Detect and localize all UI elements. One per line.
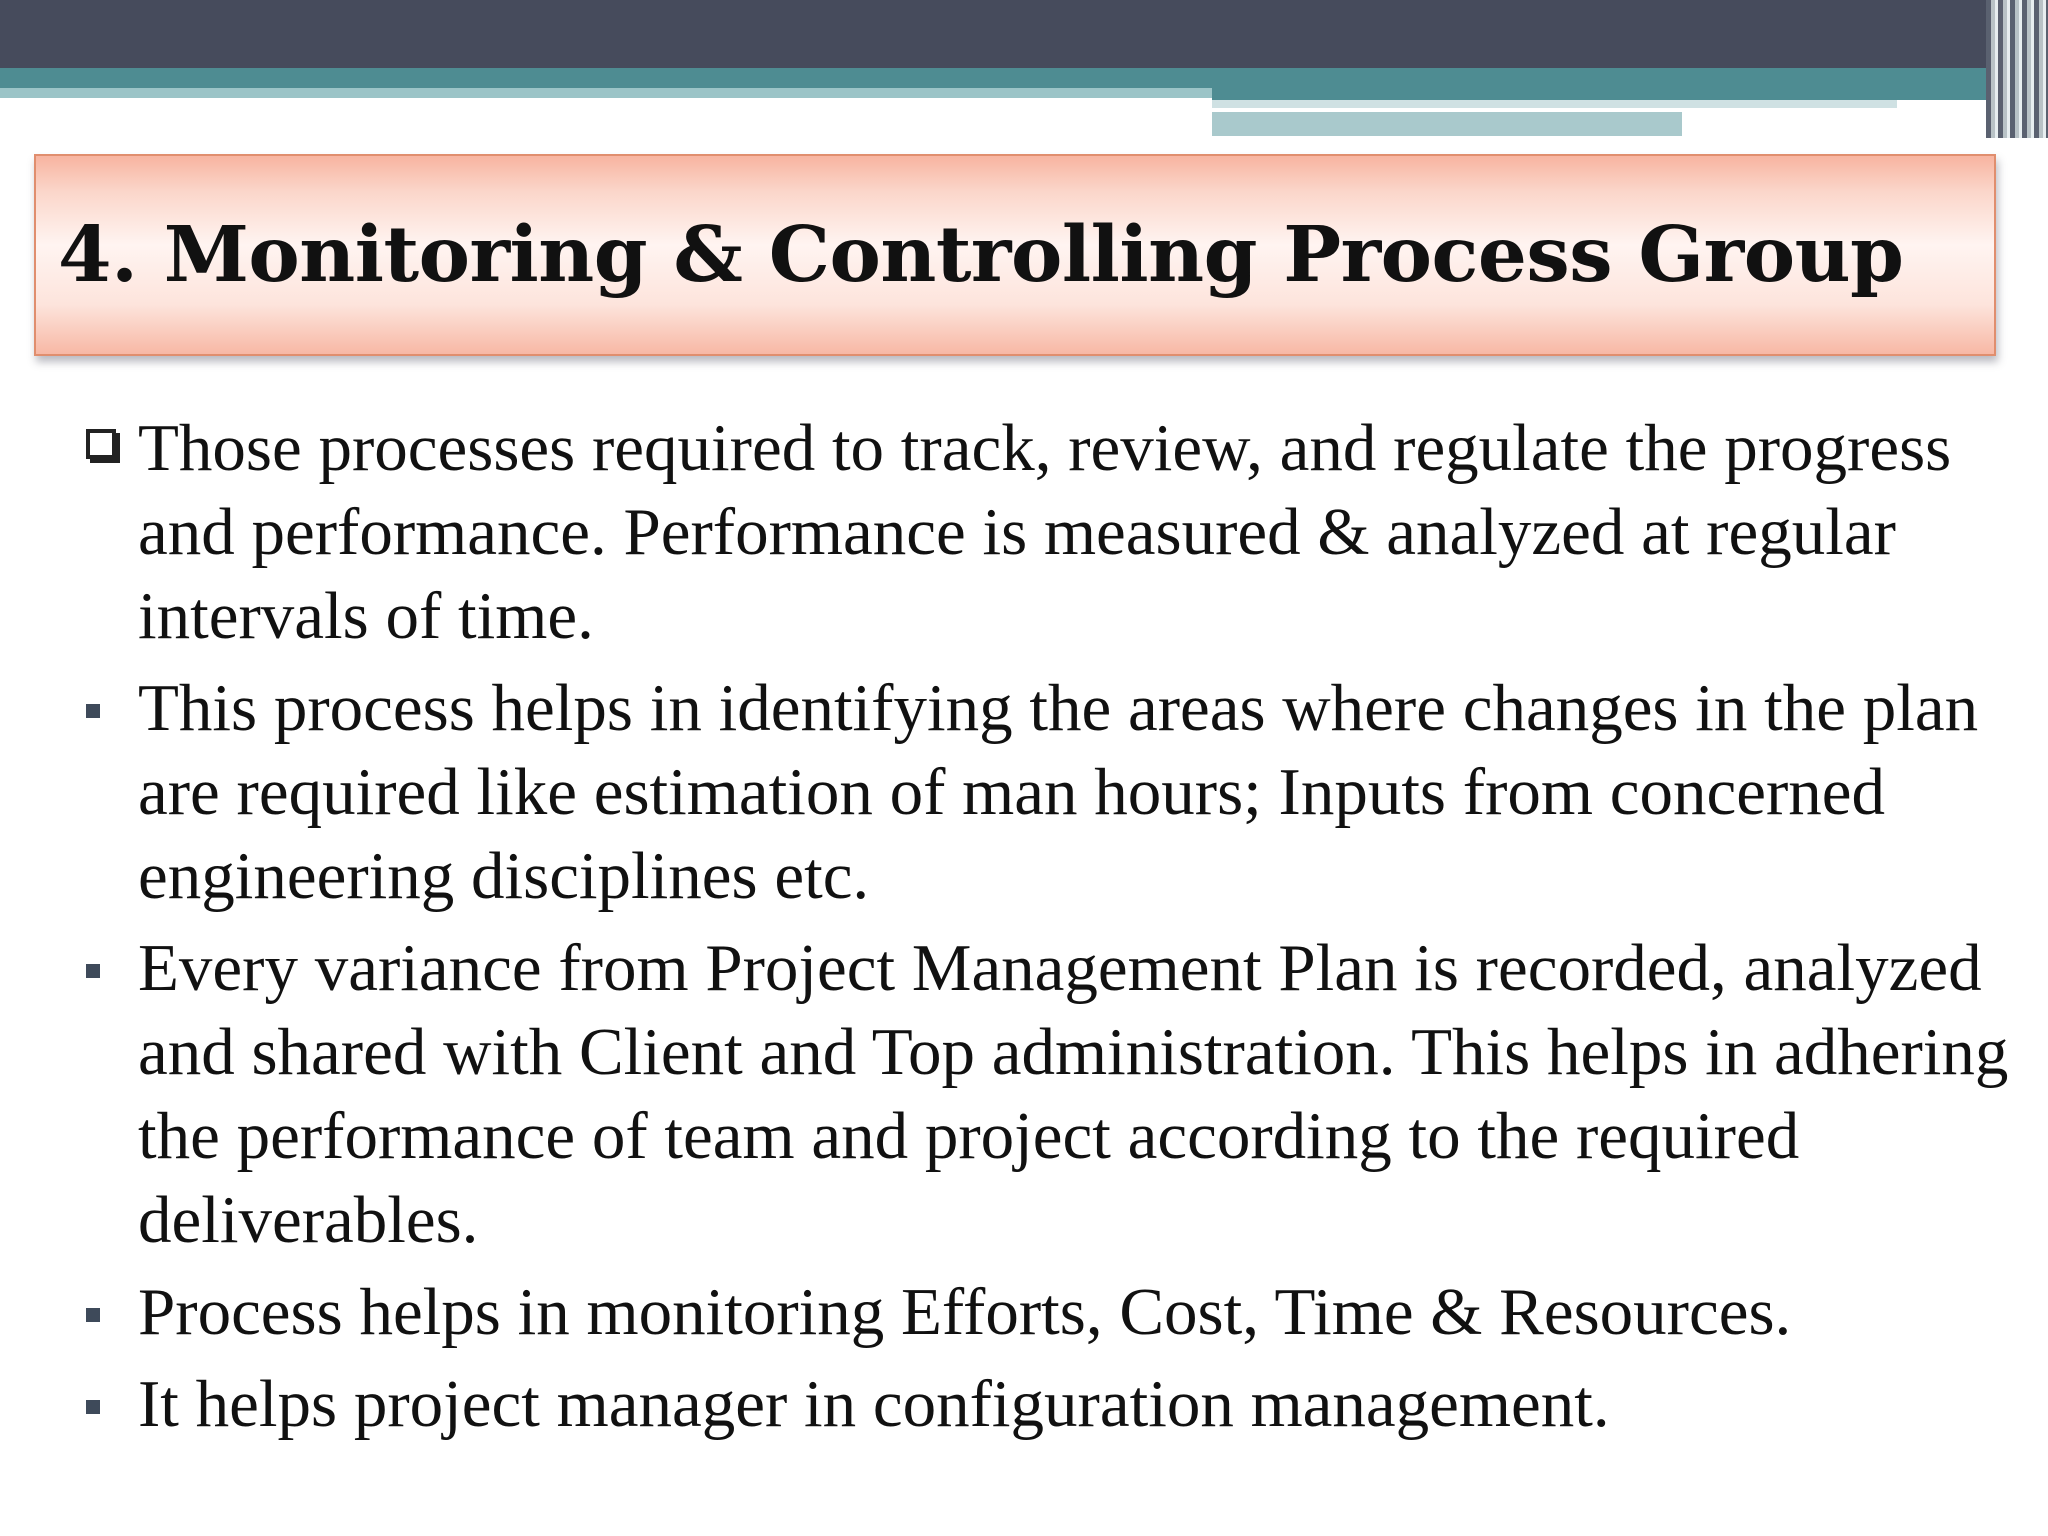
list-item-text: Those processes required to track, review, and regulate the progress and performance. Performance is measured & analyzed at regular intervals of time. [138,411,1952,653]
header-band-teal-light [0,88,1212,98]
square-bullet-icon [86,704,100,718]
list-item [80,1362,2010,1446]
box-icon [86,429,116,459]
title-box [34,154,1996,356]
edge-stripes-decoration [1986,0,2048,138]
list-item-text: It helps project manager in configuration management. [138,1367,1610,1441]
list-item-text: Process helps in monitoring Efforts, Cost, Time & Resources. [138,1275,1792,1349]
square-bullet-icon [86,964,100,978]
list-item [80,406,2010,658]
list-item-text: This process helps in identifying the areas where changes in the plan are required like estimation of man hours; Inputs from concerned engineering disciplines etc. [138,671,1979,913]
slide-title: 4. Monitoring & Controlling Process Group [58,210,1904,300]
bullet-list [80,406,2010,1454]
square-bullet-icon [86,1308,100,1322]
header-line-right [1212,100,1897,108]
square-bullet-icon [86,1400,100,1414]
header-band-light-right [1212,112,1682,136]
list-item [80,666,2010,918]
header-band-teal [0,68,1212,88]
header-band-dark [0,0,2048,68]
list-item [80,926,2010,1262]
header-band-teal-right [1212,68,2048,100]
list-item [80,1270,2010,1354]
list-item-text: Every variance from Project Management Plan is recorded, analyzed and shared with Client and Top administration. This helps in adhering the performance of team and project according to the required deliverables. [138,931,2009,1257]
